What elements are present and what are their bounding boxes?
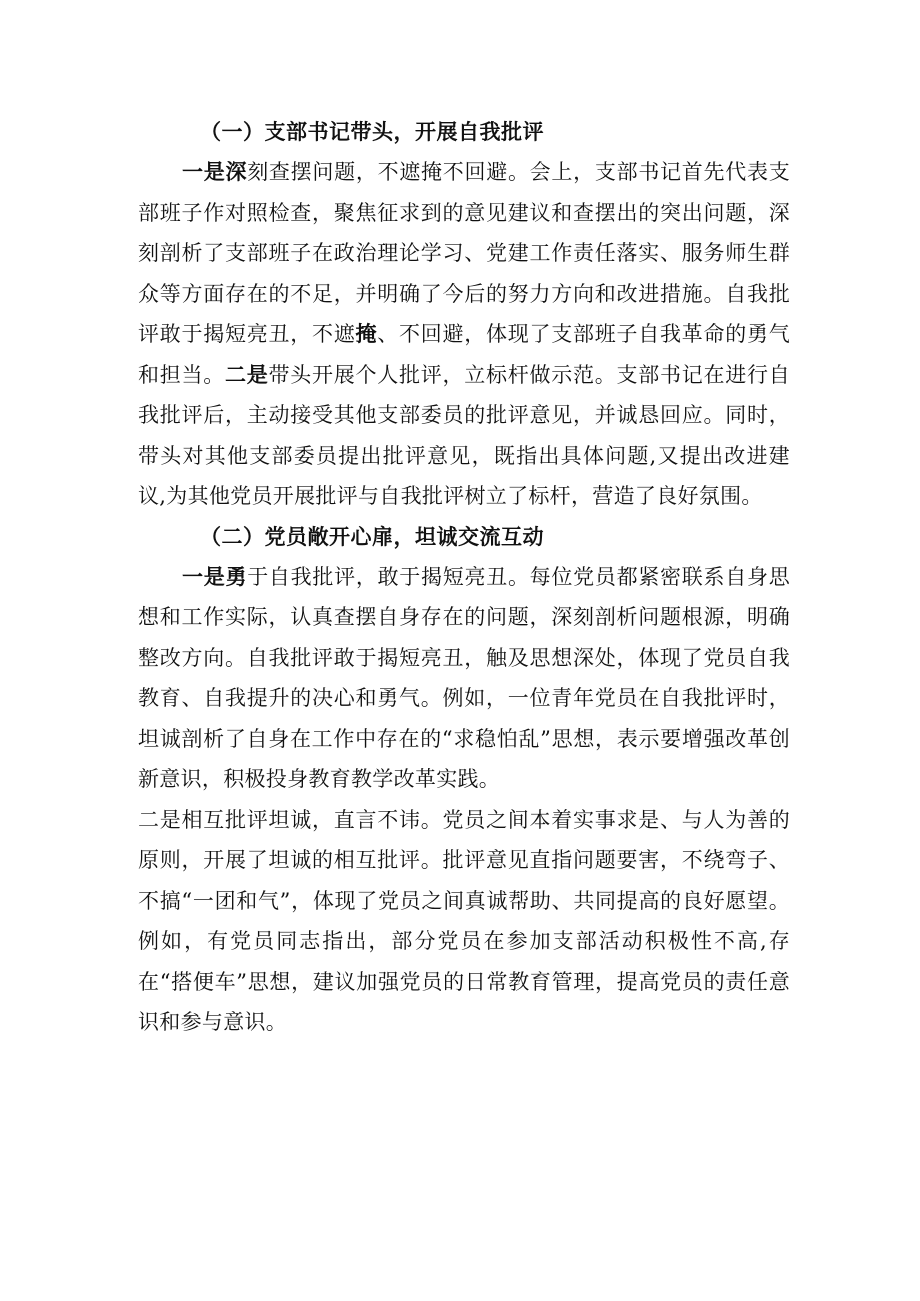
document-page	[138, 112, 790, 1043]
section-1-heading: （一）支部书记带头，开展自我批评	[200, 120, 544, 144]
section-1-text-c: 带头开展个人批评，立标杆做示范。支部书记在进行自我批评后，主动接受其他支部委员的批评意见，并诚恳回应。同时，带头对其他支部委员提出批评意见，既指出具体问题,又提出改进建议,为其他党员开展批评与自我批评树立了标杆，营造了良好氛围。	[138, 362, 790, 508]
section-2-paragraph-2: 二是相互批评坦诚，直言不讳。党员之间本着实事求是、与人为善的原则，开展了坦诚的相互批评。批评意见直指问题要害，不绕弯子、不搞“一团和气”，体现了党员之间真诚帮助、共同提高的良好愿望。例如，有党员同志指出，部分党员在参加支部活动积极性不高,存在“搭便车”思想，建议加强党员的日常教育管理，提高党员的责任意识和参与意识。	[138, 807, 790, 1034]
section-2-text-1: 于自我批评，敢于揭短亮丑。每位党员都紧密联系自身思想和工作实际，认真查摆自身存在的问题，深刻剖析问题根源，明确整改方向。自我批评敢于揭短亮丑，触及思想深处，体现了党员自我教育、自我提升的决心和勇气。例如，一位青年党员在自我批评时，坦诚剖析了自身在工作中存在的“求稳怕乱”思想，表示要增强改革创新意识，积极投身教育教学改革实践。	[138, 564, 791, 791]
section-1-text-a: 刻查摆问题，不遮掩不回避。会上，支部书记首先代表支部班子作对照检查，聚焦征求到的意见建议和查摆出的突出问题，深刻剖析了支部班子在政治理论学习、党建工作责任落实、服务师生群众等方面存在的不足，并明确了今后的努力方向和改进措施。自我批评敢于揭短亮丑，不遮	[138, 160, 791, 346]
section-1-lead-1: 一是深	[182, 159, 248, 184]
section-2-heading: （二）党员敞开心扉，坦诚交流互动	[200, 524, 544, 549]
section-2-paragraph-1	[138, 557, 790, 800]
section-1-lead-2: 二是	[225, 361, 269, 387]
section-1-text-b: 、不回避，体现了支部班子自我革命的勇气和担当。	[138, 322, 790, 387]
section-2-lead-1: 一是勇	[182, 563, 248, 589]
section-1-paragraph	[138, 152, 790, 517]
section-1-bold-word: 掩	[355, 321, 378, 346]
